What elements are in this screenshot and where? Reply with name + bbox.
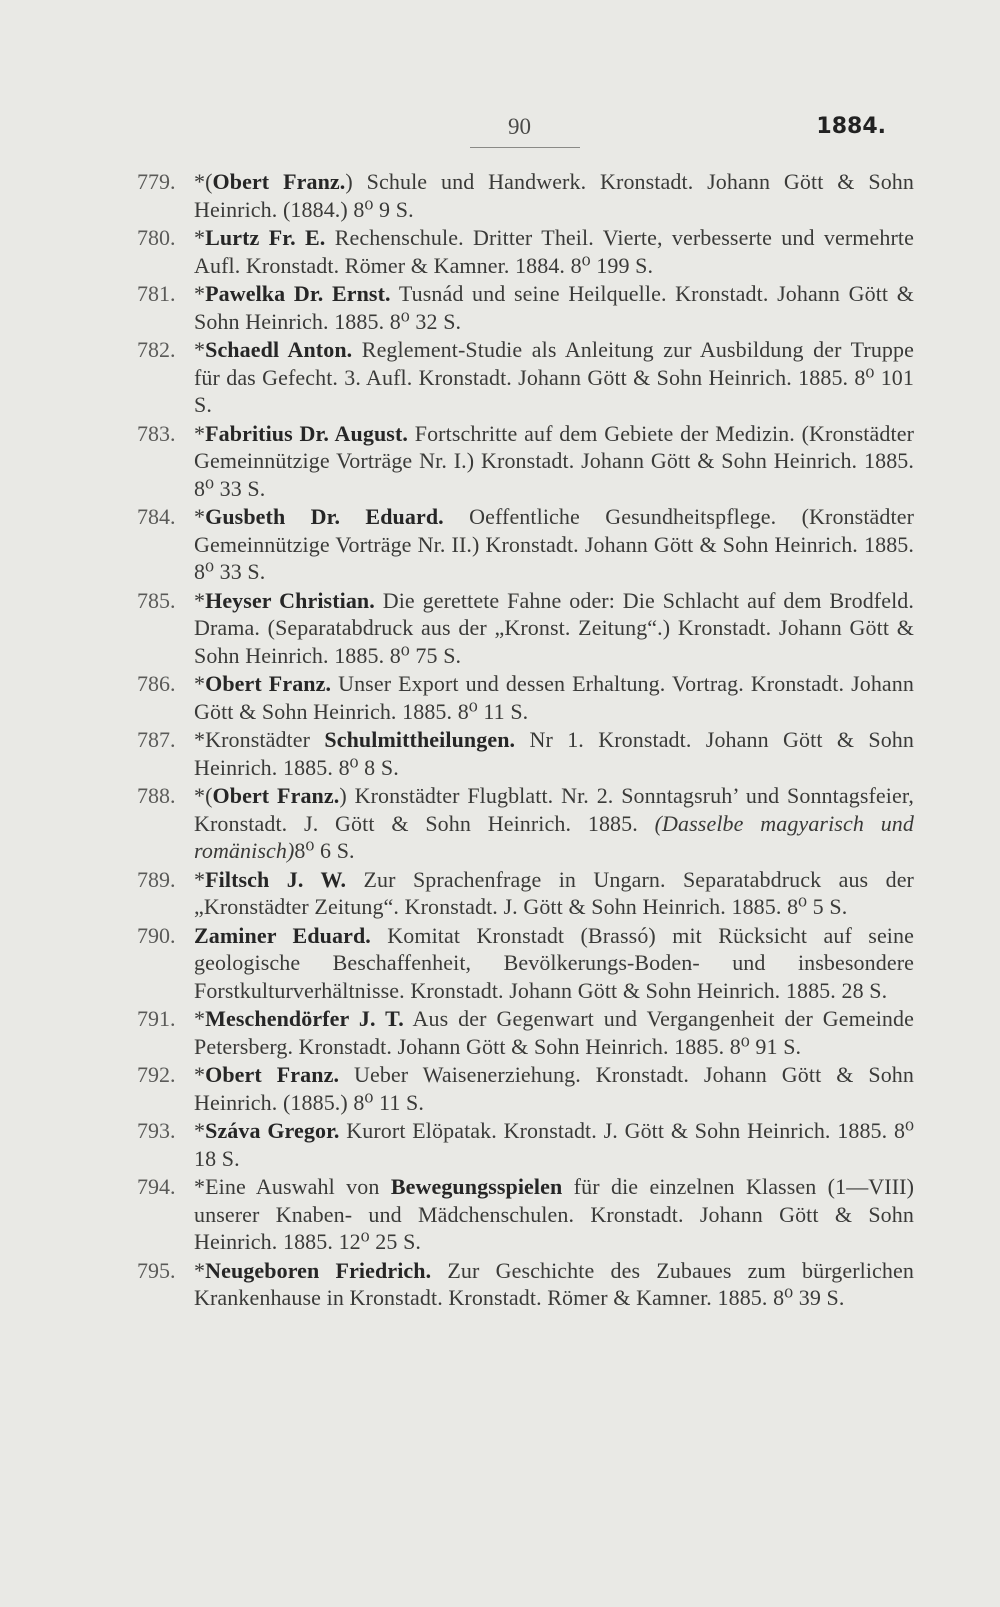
entry-body: Kurort Elöpatak. Kronstadt. J. Gött & Sohn Heinrich. 1885. 8⁰ 18 S. [194,1118,914,1171]
entry-body: Zur Sprachenfrage in Ungarn. Separatabdruck aus der „Kronstädter Zeitung“. Kronstadt. J. Gött & Sohn Heinrich. 1885. 8⁰ 5 S. [194,866,914,919]
entry-author: Heyser Christian. [205,587,375,613]
entry-number: 792. [137,1062,176,1087]
entry-number: 787. [137,727,176,752]
entry-lead: *( [194,169,213,194]
entry-text [194,503,914,586]
entry-lead: * [194,281,206,306]
entry-body: für die einzelnen Klassen (1—VIII) unserer Knaben- und Mädchenschulen. Kronstadt. Johann Gött & Sohn Heinrich. 1885. 12⁰ 25 S. [194,1174,914,1254]
bibliography-entry [0,670,1000,725]
entry-body: ) Kronstädter Flugblatt. Nr. 2. Sonntagsruh’ und Sonntagsfeier, Kronstadt. J. Gött & Sohn Heinrich. 1885. [194,783,914,836]
entry-number: 781. [137,281,176,306]
entry-author: Obert Franz. [205,1062,340,1087]
entry-author: Obert Franz. [212,783,340,808]
bibliography-entry [0,866,1000,921]
entry-author: Schaedl Anton. [205,337,353,362]
bibliography-entry [0,1117,1000,1172]
entry-number: 793. [137,1118,176,1143]
entry-lead: * [194,587,206,613]
entry-body: Ueber Waisenerziehung. Kronstadt. Johann Gött & Sohn Heinrich. (1885.) 8⁰ 11 S. [194,1062,914,1115]
entry-text [194,866,914,921]
bibliography-entry [0,1257,1000,1312]
bibliography-entry [0,922,1000,1005]
entry-number: 794. [137,1174,176,1199]
entry-lead: * [194,420,206,446]
entry-text [194,280,914,335]
entry-number: 780. [137,225,176,250]
entry-lead: *Kronstädter [194,727,325,752]
entry-body: Fortschritte auf dem Gebiete der Medizin. (Kronstädter Gemeinnützige Vorträge Nr. I.) Kronstadt. Johann Gött & Sohn Heinrich. 1885. 8⁰ 33 S. [194,420,914,501]
entry-number: 789. [137,866,176,892]
entry-text [194,1257,914,1312]
entry-text [194,782,914,865]
page-header [0,114,1000,154]
bibliography-entry [0,168,1000,223]
bibliography-entry [0,224,1000,279]
entry-lead: * [194,1118,206,1143]
entry-number: 779. [137,169,176,194]
entry-body: Rechenschule. Dritter Theil. Vierte, verbesserte und vermehrte Aufl. Kronstadt. Römer & Kamner. 1884. 8⁰ 199 S. [194,225,914,278]
entry-author: Schulmittheilungen. [324,727,516,752]
entry-italic-note: (Dasselbe magyarisch und romänisch) [194,810,914,863]
entry-number: 785. [137,587,176,613]
entry-number: 786. [137,671,176,696]
bibliography-entry [0,336,1000,419]
bibliography-entry [0,587,1000,670]
entry-number: 783. [137,420,176,446]
entry-lead: * [194,225,206,250]
entry-number: 782. [137,337,176,362]
entry-lead: * [194,866,206,892]
entry-lead: * [194,1006,206,1031]
entry-author: Neugeboren Friedrich. [205,1257,432,1283]
entry-text [194,1173,914,1256]
entry-body: ) Schule und Handwerk. Kronstadt. Johann Gött & Sohn Heinrich. (1884.) 8⁰ 9 S. [194,169,914,222]
entry-text [194,420,914,503]
entry-text [194,587,914,670]
entry-author: Pawelka Dr. Ernst. [205,281,391,306]
entry-text [194,1005,914,1060]
entry-body: Oeffentliche Gesundheitspflege. (Kronstädter Gemeinnützige Vorträge Nr. II.) Kronstadt. Johann Gött & Sohn Heinrich. 1885. 8⁰ 33 S. [194,504,915,584]
entry-author: Gusbeth Dr. Eduard. [205,504,444,529]
bibliography-entry [0,280,1000,335]
entry-author: Fabritius Dr. August. [205,420,408,446]
bibliography-entry [0,420,1000,503]
entry-text [194,726,914,781]
page-number: 90 [508,114,531,139]
header-year: 1884. [816,114,886,139]
entry-author: Obert Franz. [212,169,346,194]
entry-lead: * [194,337,206,362]
entry-body: Reglement-Studie als Anleitung zur Ausbildung der Truppe für das Gefecht. 3. Aufl. Kronstadt. Johann Gött & Sohn Heinrich. 1885. 8⁰ 101 S. [194,337,915,417]
entry-number: 791. [137,1006,176,1031]
bibliography-entry [0,782,1000,865]
entry-number: 788. [137,783,176,808]
entry-body: Tusnád und seine Heilquelle. Kronstadt. Johann Gött & Sohn Heinrich. 1885. 8⁰ 32 S. [194,281,914,334]
bibliography-entry [0,1061,1000,1116]
entry-author: Zaminer Eduard. [194,922,371,948]
entry-lead: *( [194,783,213,808]
bibliography-entry [0,503,1000,586]
bibliography-entries [0,168,1000,1313]
entry-number: 790. [137,922,176,948]
entry-lead: * [194,671,206,696]
entry-tail: 8⁰ 6 S. [294,838,355,863]
entry-number: 795. [137,1257,176,1283]
entry-text [194,1061,914,1116]
entry-text [194,922,914,1005]
bibliography-entry [0,726,1000,781]
entry-number: 784. [137,504,176,529]
entry-author: Bewegungsspielen [390,1174,563,1199]
entry-text [194,224,914,279]
entry-lead: *Eine Auswahl von [194,1174,391,1199]
bibliography-entry [0,1173,1000,1256]
entry-body: Unser Export und dessen Erhaltung. Vortrag. Kronstadt. Johann Gött & Sohn Heinrich. 1885. 8⁰ 11 S. [194,671,914,724]
entry-author: Lurtz Fr. E. [205,225,326,250]
header-rule [470,147,580,148]
entry-lead: * [194,504,206,529]
bibliography-entry [0,1005,1000,1060]
entry-body: Nr 1. Kronstadt. Johann Gött & Sohn Heinrich. 1885. 8⁰ 8 S. [194,727,914,780]
entry-text [194,670,914,725]
entry-body: Die gerettete Fahne oder: Die Schlacht auf dem Brodfeld. Drama. (Separatabdruck aus der „Kronst. Zeitung“.) Kronstadt. Johann Gött & Sohn Heinrich. 1885. 8⁰ 75 S. [194,587,914,668]
entry-author: Meschendörfer J. T. [205,1006,404,1031]
entry-lead: * [194,1062,206,1087]
entry-author: Obert Franz. [205,671,332,696]
entry-body: Komitat Kronstadt (Brassó) mit Rücksicht auf seine geologische Beschaffenheit, Bevölkerungs-Boden- und insbesondere Forstkulturverhältnisse. Kronstadt. Johann Gött & Sohn Heinrich. 1885. 28 S. [194,922,914,1003]
entry-text [194,1117,914,1172]
entry-text [194,336,914,419]
entry-text [194,168,914,223]
entry-body: Aus der Gegenwart und Vergangenheit der Gemeinde Petersberg. Kronstadt. Johann Gött & Sohn Heinrich. 1885. 8⁰ 91 S. [194,1006,914,1059]
entry-lead: * [194,1257,206,1283]
entry-body: Zur Geschichte des Zubaues zum bürgerlichen Krankenhause in Kronstadt. Kronstadt. Römer & Kamner. 1885. 8⁰ 39 S. [194,1257,914,1310]
entry-author: Filtsch J. W. [205,866,347,892]
entry-author: Száva Gregor. [205,1118,340,1143]
